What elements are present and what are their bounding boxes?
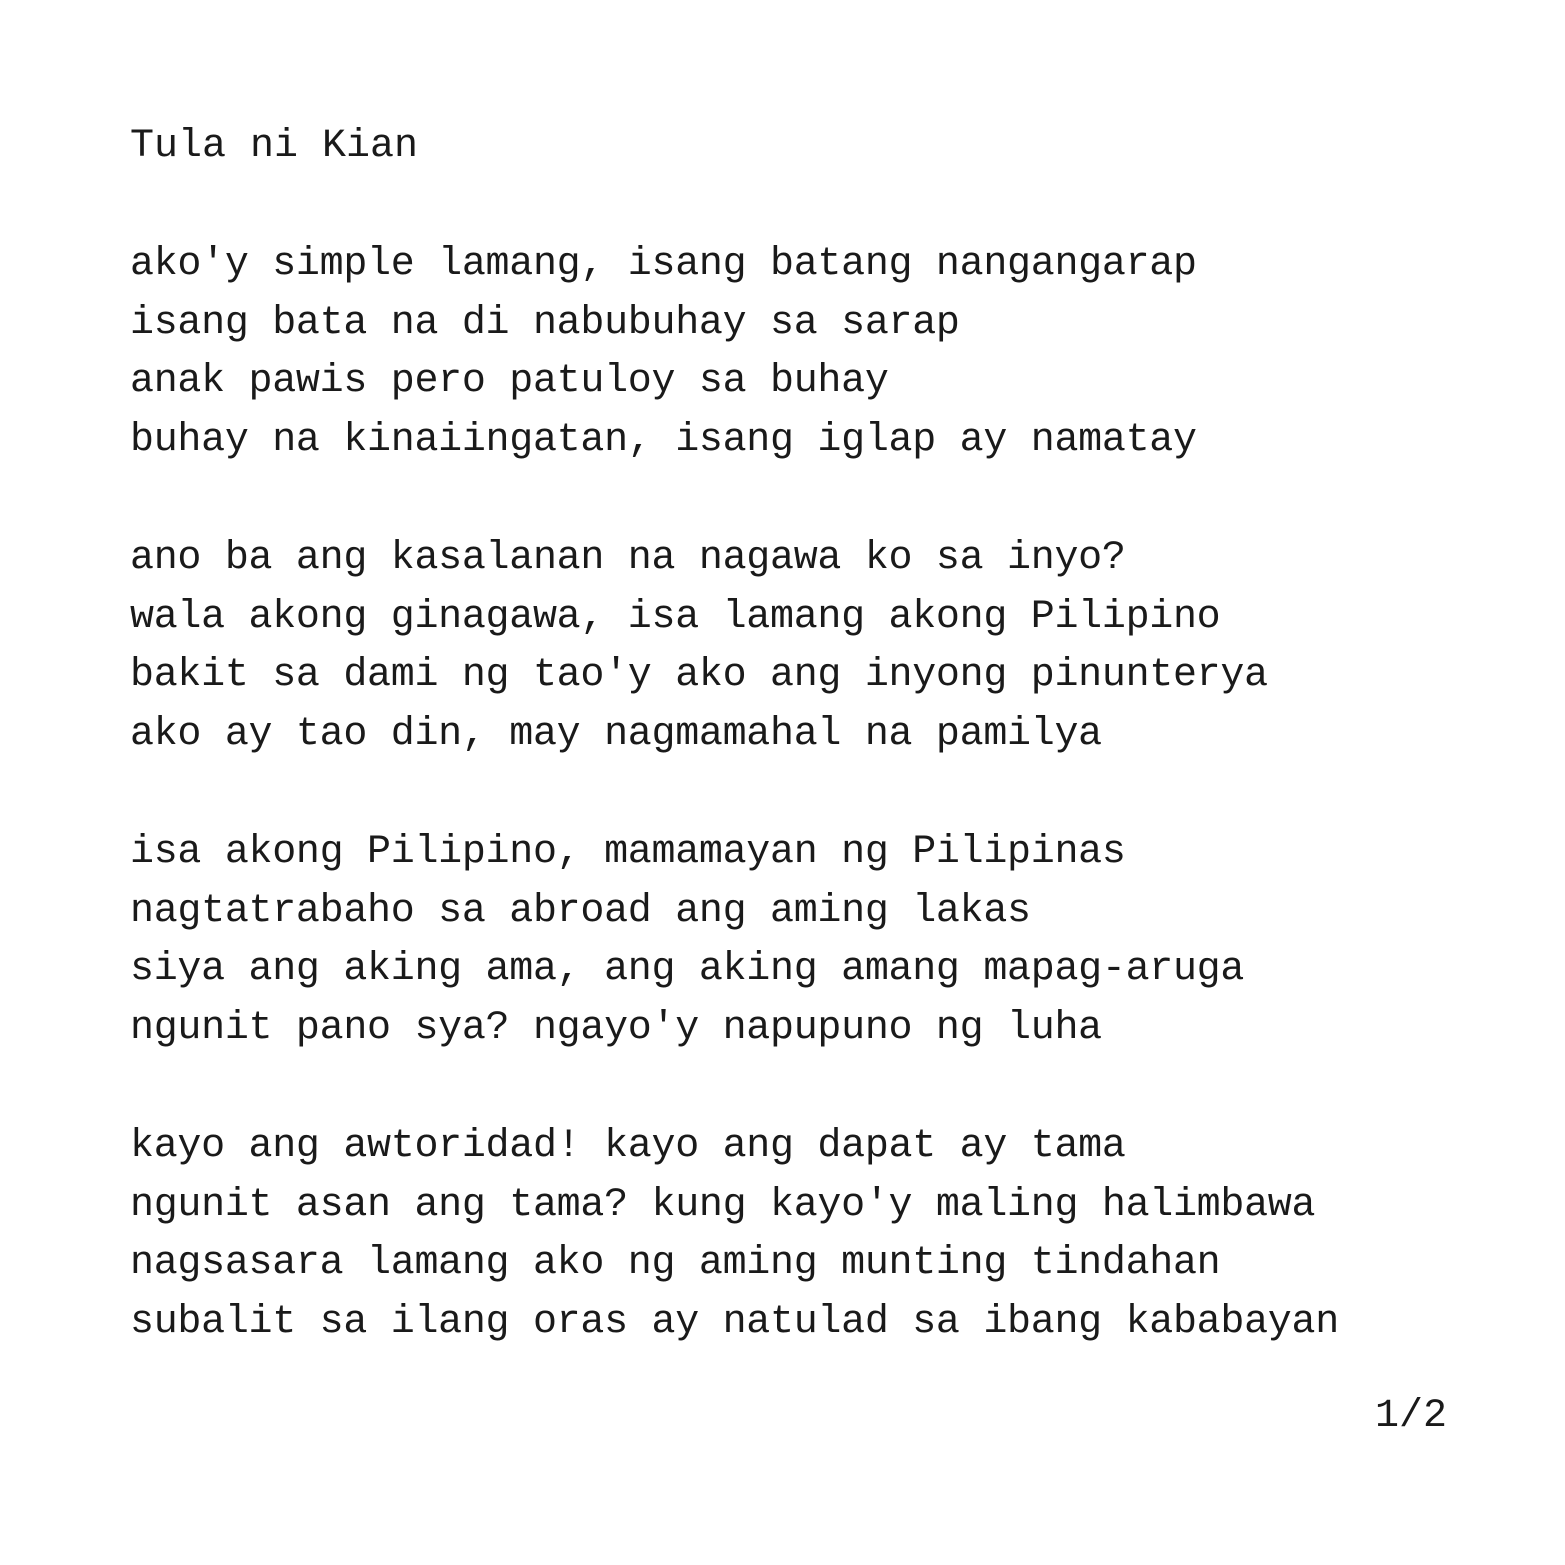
poem-line: ako ay tao din, may nagmamahal na pamilya [130,711,1102,757]
poem-line: isang bata na di nabubuhay sa sarap [130,300,960,346]
poem-line: ngunit asan ang tama? kung kayo'y maling halimbawa [130,1182,1316,1228]
poem-line: subalit sa ilang oras ay natulad sa ibang kababayan [130,1299,1339,1345]
stanza-2 [130,530,1530,764]
poem-line: kayo ang awtoridad! kayo ang dapat ay tama [130,1124,1126,1169]
poem-line: wala akong ginagawa, isa lamang akong Pilipino [130,594,1221,640]
poem-line: isa akong Pilipino, mamamayan ng Pilipinas [130,830,1126,875]
poem-line: bakit sa dami ng tao'y ako ang inyong pinunterya [130,653,1268,698]
stanza-4 [130,1118,1530,1352]
poem-line: anak pawis pero patuloy sa buhay [130,359,889,404]
poem-title: Tula ni Kian [130,124,419,169]
poem-line: siya ang aking ama, ang aking amang mapag-aruga [130,947,1245,992]
poem-line: ako'y simple lamang, isang batang nangangarap [130,242,1197,287]
stanza-1 [130,236,1530,470]
stanza-3 [130,824,1530,1058]
poem-body [130,236,1530,1412]
poem-line: ano ba ang kasalanan na nagawa ko sa inyo? [130,536,1126,581]
poem-line: ngunit pano sya? ngayo'y napupuno ng luha [130,1005,1102,1051]
poem-line: buhay na kinaiingatan, isang iglap ay namatay [130,417,1197,463]
poem-line: nagsasara lamang ako ng aming munting tindahan [130,1241,1221,1286]
poem-line: nagtatrabaho sa abroad ang aming lakas [130,888,1031,934]
page-number: 1/2 [1375,1394,1448,1439]
